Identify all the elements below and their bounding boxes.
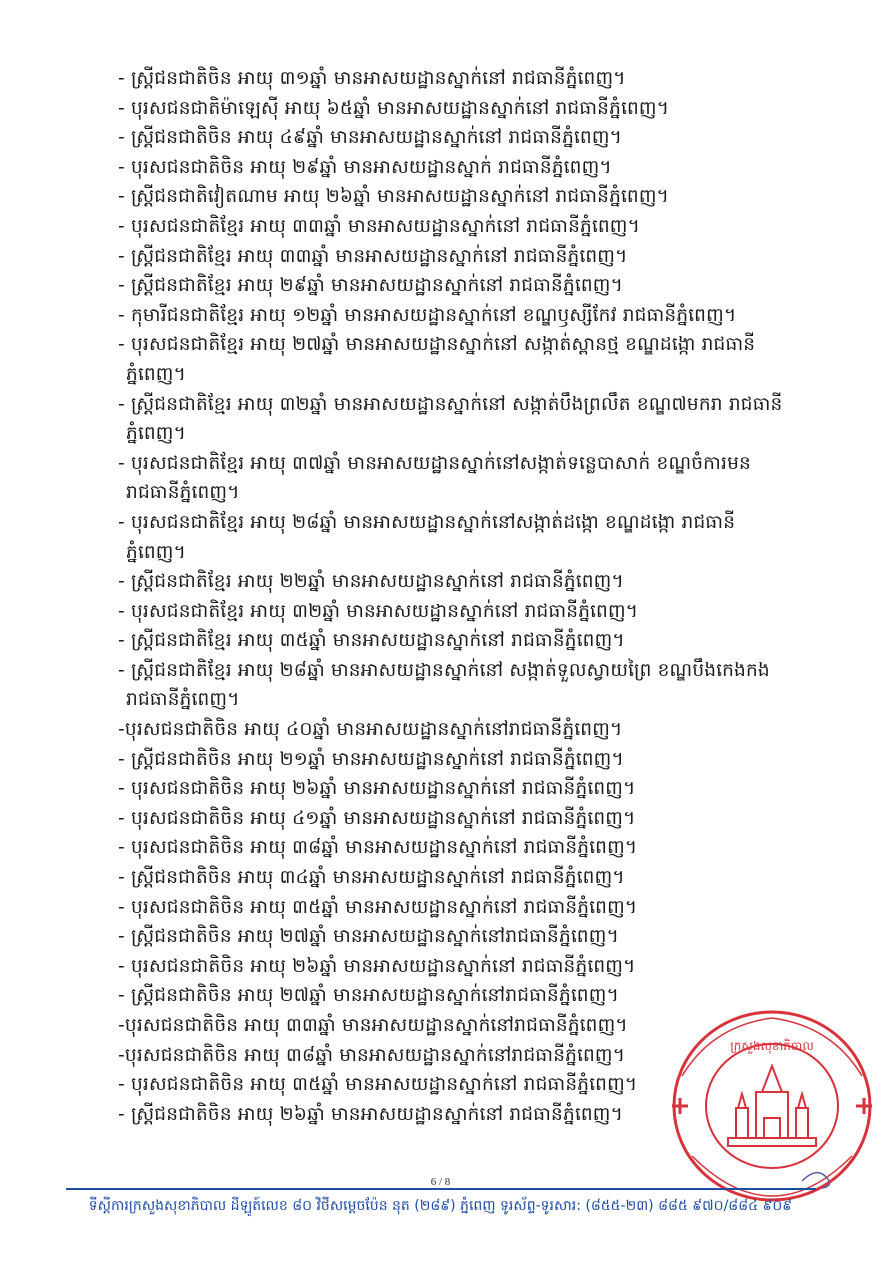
case-entry: - បុរសជនជាតិចិន អាយុ ៣៥ឆ្នាំ មានអាសយដ្ឋានស្នាក់នៅ រាជធានីភ្នំពេញ។ xyxy=(118,1074,638,1096)
case-list xyxy=(118,64,838,1129)
case-entry: - បុរសជនជាតិខ្មែរ អាយុ ៣៧ឆ្នាំ មានអាសយដ្ឋានស្នាក់នៅសង្កាត់ទន្លេបាសាក់ ខណ្ឌចំការមន xyxy=(118,452,751,474)
case-entry: - ស្ត្រីជនជាតិខ្មែរ អាយុ ២៨ឆ្នាំ មានអាសយដ្ឋានស្នាក់នៅ សង្កាត់ទួលស្វាយព្រៃ ខណ្ឌបឹងកេងកង xyxy=(118,659,770,681)
case-entry: - បុរសជនជាតិចិន អាយុ ២៦ឆ្នាំ មានអាសយដ្ឋានស្នាក់នៅ រាជធានីភ្នំពេញ។ xyxy=(118,955,636,977)
case-entry: - បុរសជនជាតិខ្មែរ អាយុ ៣៣ឆ្នាំ មានអាសយដ្ឋានស្នាក់នៅ រាជធានីភ្នំពេញ។ xyxy=(118,215,640,237)
case-entry: - ស្ត្រីជនជាតិចិន អាយុ ៤៩ឆ្នាំ មានអាសយដ្ឋានស្នាក់នៅ រាជធានីភ្នំពេញ។ xyxy=(118,127,623,149)
case-entry: -បុរសជនជាតិចិន អាយុ ៤០ឆ្នាំ មានអាសយដ្ឋានស្នាក់នៅរាជធានីភ្នំពេញ។ xyxy=(118,719,623,741)
case-entry-continuation: ភ្នំពេញ។ xyxy=(126,423,186,445)
case-entry: - ស្ត្រីជនជាតិចិន អាយុ ២៦ឆ្នាំ មានអាសយដ្ឋានស្នាក់នៅ រាជធានីភ្នំពេញ។ xyxy=(118,1103,623,1125)
case-entry: - ស្ត្រីជនជាតិខ្មែរ អាយុ ៣៥ឆ្នាំ មានអាសយដ្ឋានស្នាក់នៅ រាជធានីភ្នំពេញ។ xyxy=(118,630,625,652)
case-entry: - បុរសជនជាតិចិន អាយុ ២៦ឆ្នាំ មានអាសយដ្ឋានស្នាក់នៅ រាជធានីភ្នំពេញ។ xyxy=(118,778,636,800)
case-entry: - បុរសជនជាតិចិន អាយុ ៣៨ឆ្នាំ មានអាសយដ្ឋានស្នាក់នៅ រាជធានីភ្នំពេញ។ xyxy=(118,837,638,859)
footer-address: ទីស្តីការក្រសួងសុខាភិបាល ដីឡូត៍លេខ ៨០ វិថីសម្តេចប៉ែន នុត (២៨៩) ភ្នំពេញ ទូរស័ព្ទ-ទូរសារ: (៨៥៥-២៣) ៨៨៥ ៩៧០/៨៨៤ ៩០៩ xyxy=(88,1198,793,1214)
page-number: 6 / 8 xyxy=(430,1176,451,1188)
case-entry: -បុរសជនជាតិចិន អាយុ ៣៣ឆ្នាំ មានអាសយដ្ឋានស្នាក់នៅរាជធានីភ្នំពេញ។ xyxy=(118,1015,628,1036)
case-entry: - បុរសជនជាតិចិន អាយុ ២៩ឆ្នាំ មានអាសយដ្ឋានស្នាក់ រាជធានីភ្នំពេញ។ xyxy=(118,156,612,178)
case-entry: - ស្ត្រីជនជាតិចិន អាយុ ៣១ឆ្នាំ មានអាសយដ្ឋានស្នាក់នៅ រាជធានីភ្នំពេញ។ xyxy=(118,68,626,89)
case-entry-continuation: រាជធានីភ្នំពេញ។ xyxy=(126,689,240,711)
footer-divider xyxy=(66,1188,816,1190)
seal-text: ក្រសួងសុខាភិបាល xyxy=(730,1039,814,1053)
case-entry: - បុរសជនជាតិខ្មែរ អាយុ ២៨ឆ្នាំ មានអាសយដ្ឋានស្នាក់នៅសង្កាត់ដង្កោ ខណ្ឌដង្កោ រាជធានី xyxy=(118,511,736,533)
case-entry: - បុរសជនជាតិចិន អាយុ ៣៥ឆ្នាំ មានអាសយដ្ឋានស្នាក់នៅ រាជធានីភ្នំពេញ។ xyxy=(118,896,638,918)
case-entry: - ស្ត្រីជនជាតិចិន អាយុ ២១ឆ្នាំ មានអាសយដ្ឋានស្នាក់នៅ រាជធានីភ្នំពេញ។ xyxy=(118,748,624,770)
case-entry: - កុមារីជនជាតិខ្មែរ អាយុ ១២ឆ្នាំ មានអាសយដ្ឋានស្នាក់នៅ ខណ្ឌឫស្សីកែវ រាជធានីភ្នំពេញ។ xyxy=(118,304,737,326)
case-entry: - ស្ត្រីជនជាតិខ្មែរ អាយុ ២២ឆ្នាំ មានអាសយដ្ឋានស្នាក់នៅ រាជធានីភ្នំពេញ។ xyxy=(118,571,624,593)
case-entry-continuation: រាជធានីភ្នំពេញ។ xyxy=(126,482,240,504)
case-entry: - បុរសជនជាតិម៉ាឡេស៊ី អាយុ ៦៥ឆ្នាំ មានអាសយដ្ឋានស្នាក់នៅ រាជធានីភ្នំពេញ។ xyxy=(118,97,670,119)
case-entry: - ស្ត្រីជនជាតិចិន អាយុ ២៧ឆ្នាំ មានអាសយដ្ឋានស្នាក់នៅរាជធានីភ្នំពេញ។ xyxy=(118,926,619,948)
case-entry: - បុរសជនជាតិខ្មែរ អាយុ ៣២ឆ្នាំ មានអាសយដ្ឋានស្នាក់នៅ រាជធានីភ្នំពេញ។ xyxy=(118,600,639,622)
case-entry-continuation: ភ្នំពេញ។ xyxy=(126,363,186,385)
case-entry: -បុរសជនជាតិចិន អាយុ ៣៨ឆ្នាំ មានអាសយដ្ឋានស្នាក់នៅរាជធានីភ្នំពេញ។ xyxy=(118,1044,626,1066)
case-entry-continuation: ភ្នំពេញ។ xyxy=(126,541,186,563)
case-entry: - ស្ត្រីជនជាតិចិន អាយុ ៣៤ឆ្នាំ មានអាសយដ្ឋានស្នាក់នៅ រាជធានីភ្នំពេញ។ xyxy=(118,867,625,889)
case-entry: - ស្ត្រីជនជាតិខ្មែរ អាយុ ៣៣ឆ្នាំ មានអាសយដ្ឋានស្នាក់នៅ រាជធានីភ្នំពេញ។ xyxy=(118,245,628,267)
case-entry: - ស្ត្រីជនជាតិខ្មែរ អាយុ ៣២ឆ្នាំ មានអាសយដ្ឋានស្នាក់នៅ សង្កាត់បឹងព្រលឹត ខណ្ឌ៧មករា រាជធានី xyxy=(118,393,783,415)
case-entry: - បុរសជនជាតិខ្មែរ អាយុ ២៧ឆ្នាំ មានអាសយដ្ឋានស្នាក់នៅ សង្កាត់ស្ពានថ្ម ខណ្ឌដង្កោ រាជធានី xyxy=(118,334,756,356)
case-entry: - បុរសជនជាតិចិន អាយុ ៤១ឆ្នាំ មានអាសយដ្ឋានស្នាក់នៅ រាជធានីភ្នំពេញ។ xyxy=(118,807,636,829)
case-entry: - ស្ត្រីជនជាតិខ្មែរ អាយុ ២៩ឆ្នាំ មានអាសយដ្ឋានស្នាក់នៅ រាជធានីភ្នំពេញ។ xyxy=(118,275,623,297)
case-entry: - ស្ត្រីជនជាតិចិន អាយុ ២៧ឆ្នាំ មានអាសយដ្ឋានស្នាក់នៅរាជធានីភ្នំពេញ។ xyxy=(118,985,619,1007)
case-entry: - ស្ត្រីជនជាតិវៀតណាម អាយុ ២៦ឆ្នាំ មានអាសយដ្ឋានស្នាក់នៅ រាជធានីភ្នំពេញ។ xyxy=(118,186,670,208)
